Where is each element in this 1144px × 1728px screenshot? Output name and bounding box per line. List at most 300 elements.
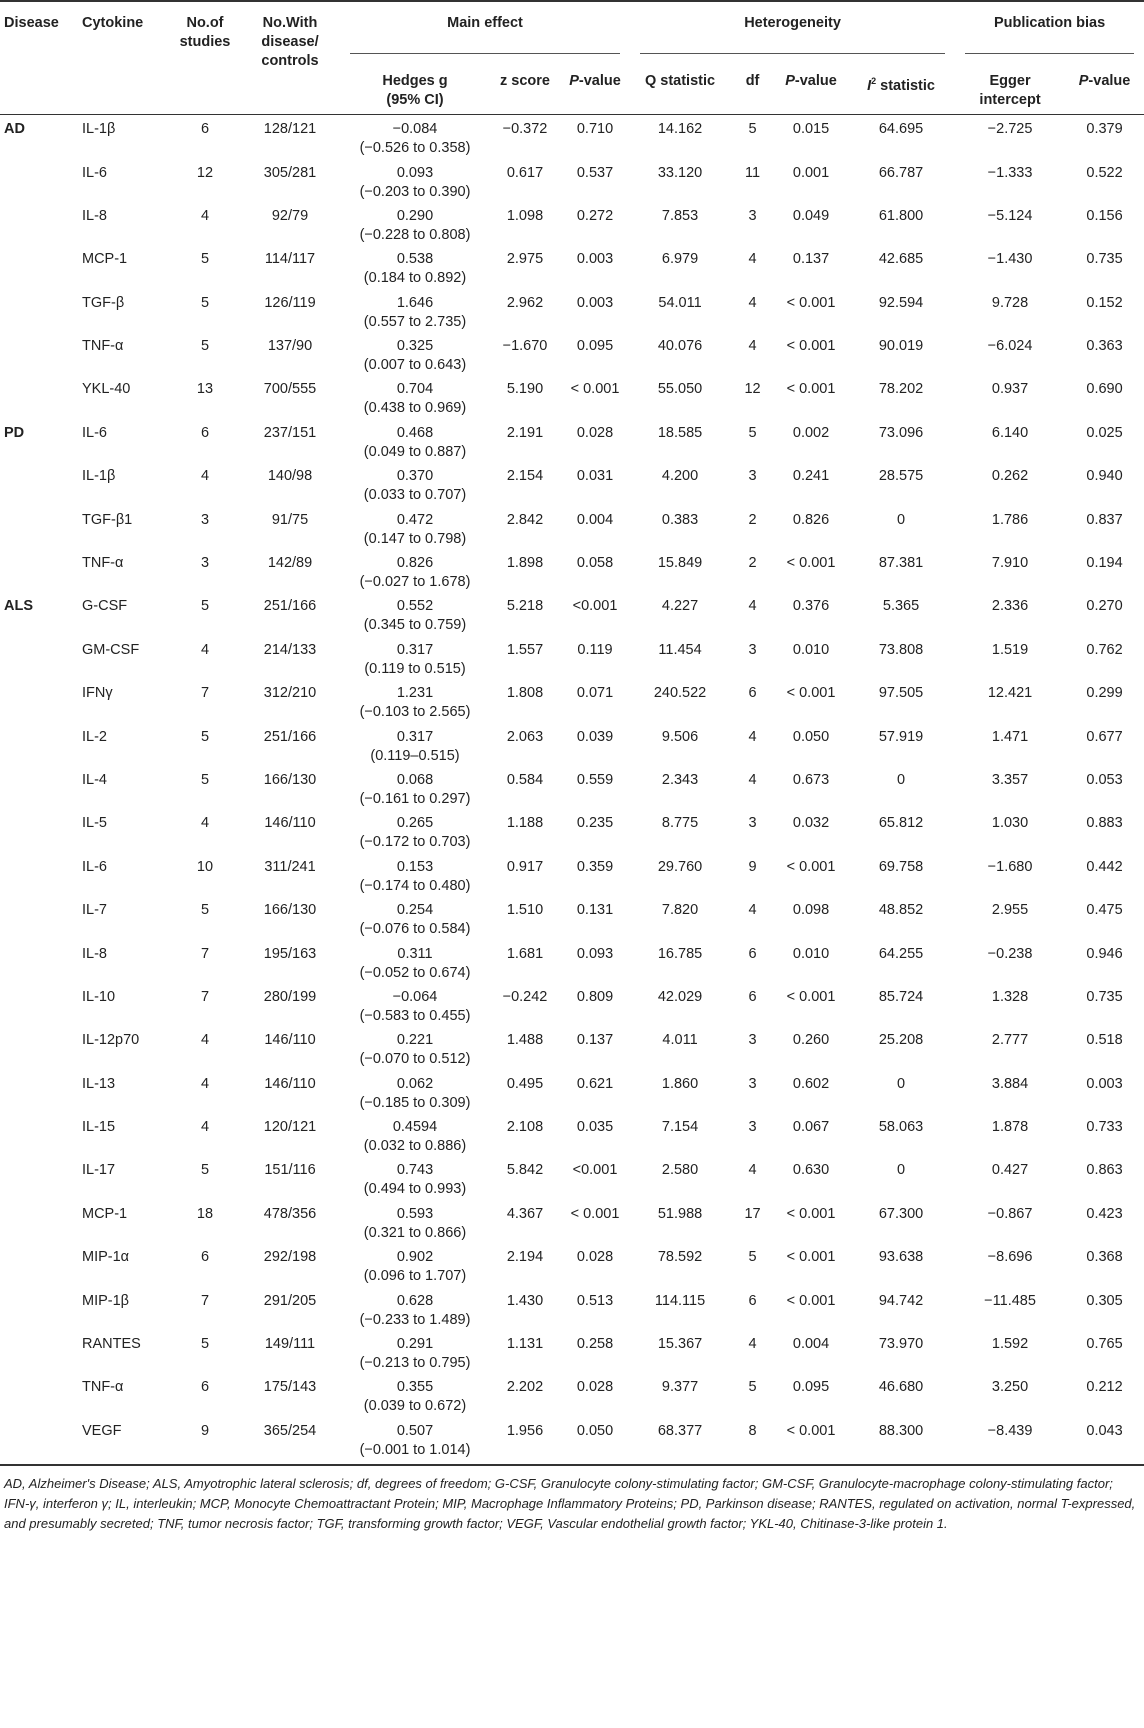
header-egger-intercept: Egger intercept [979, 73, 1041, 108]
table-row [0, 332, 1144, 375]
cell-p-value-main: 0.071 [576, 685, 614, 702]
table-row [0, 1243, 1144, 1286]
table-header [0, 2, 1144, 115]
cell-i2-statistic: 65.812 [878, 815, 924, 832]
hedges-g-ci: (0.096 to 1.707) [363, 1268, 467, 1285]
hedges-g-value: 0.902 [396, 1249, 434, 1266]
table-row [0, 549, 1144, 592]
cell-egger-intercept: 6.140 [991, 424, 1029, 441]
cell-df: 4 [748, 771, 757, 788]
cell-q-statistic: 8.775 [661, 815, 699, 832]
table-row [0, 1156, 1144, 1199]
cell-disease: PD [4, 424, 25, 441]
header-no-with: No.With disease/ controls [261, 15, 319, 69]
cell-q-statistic: 114.115 [654, 1292, 706, 1309]
hedges-g-ci: (0.438 to 0.969) [363, 400, 467, 417]
cell-hedges-g [340, 983, 490, 1026]
cell-no-with: 91/75 [271, 511, 309, 528]
hedges-g-ci: (−0.052 to 0.674) [359, 964, 471, 981]
header-heterogeneity: Heterogeneity [630, 2, 955, 54]
cell-no-with: 126/119 [264, 294, 316, 311]
cell-i2-statistic: 67.300 [878, 1205, 924, 1222]
cell-p-value-main: 0.537 [576, 164, 614, 181]
cell-i2-statistic: 73.096 [878, 424, 924, 441]
cell-cytokine: IL-6 [82, 424, 107, 441]
cell-z-score: 2.191 [506, 424, 544, 441]
cell-egger-intercept: 2.336 [991, 598, 1029, 615]
cell-p-value-main: 0.359 [576, 858, 614, 875]
header-p-value-bias: P-value [1078, 73, 1131, 89]
header-main-effect: Main effect [340, 2, 630, 54]
cell-no-with: 128/121 [263, 121, 317, 137]
cell-p-value-het: < 0.001 [786, 338, 836, 355]
cell-z-score: 1.188 [506, 815, 544, 832]
cell-p-value-main: 0.119 [577, 641, 613, 658]
cell-p-value-bias: 0.475 [1086, 902, 1123, 919]
cell-disease: ALS [4, 598, 33, 615]
cell-disease [0, 289, 70, 332]
cell-cytokine: IL-1β [82, 121, 116, 137]
cell-egger-intercept: −11.485 [984, 1292, 1036, 1309]
cell-p-value-main: 0.258 [576, 1336, 614, 1353]
cell-p-value-bias: 0.212 [1086, 1379, 1123, 1396]
cell-no-studies: 4 [200, 1075, 210, 1092]
cell-p-value-main: 0.058 [576, 555, 614, 572]
hedges-g-value: −0.064 [392, 988, 438, 1005]
cell-no-with: 292/198 [263, 1249, 317, 1266]
cell-disease [0, 896, 70, 939]
cell-no-with: 137/90 [267, 338, 313, 355]
cell-egger-intercept: −5.124 [987, 207, 1033, 224]
hedges-g-ci: (−0.027 to 1.678) [359, 574, 471, 591]
cell-no-studies: 18 [196, 1205, 214, 1222]
table-row [0, 1373, 1144, 1416]
cell-p-value-bias: 0.946 [1086, 945, 1123, 962]
cell-i2-statistic: 0 [897, 1075, 906, 1092]
cell-p-value-bias: 0.735 [1086, 251, 1123, 268]
cell-i2-statistic: 78.202 [878, 381, 924, 398]
cell-p-value-het: < 0.001 [786, 1422, 836, 1439]
cell-df: 4 [748, 598, 757, 615]
cell-no-studies: 4 [200, 468, 210, 485]
header-no-studies: No.of studies [179, 15, 231, 50]
cell-df: 4 [748, 338, 757, 355]
cell-i2-statistic: 25.208 [878, 1032, 924, 1049]
cell-p-value-bias: 0.863 [1086, 1162, 1123, 1179]
cell-z-score: 0.584 [506, 771, 544, 788]
table-body [0, 115, 1144, 1461]
cell-egger-intercept: 1.030 [991, 815, 1029, 832]
cell-p-value-main: 0.031 [576, 468, 614, 485]
cell-disease [0, 766, 70, 809]
table-row [0, 766, 1144, 809]
table-row [0, 723, 1144, 766]
cell-no-with: 700/555 [263, 381, 317, 398]
cell-i2-statistic: 87.381 [878, 555, 924, 572]
hedges-g-ci: (0.119–0.515) [370, 747, 460, 764]
cell-hedges-g [340, 1287, 490, 1330]
cell-q-statistic: 14.162 [657, 121, 703, 137]
table-row [0, 636, 1144, 679]
cell-no-with: 166/130 [263, 902, 317, 919]
cell-no-studies: 4 [200, 641, 210, 658]
cell-i2-statistic: 46.680 [878, 1379, 924, 1396]
cell-i2-statistic: 73.970 [878, 1336, 924, 1353]
cell-disease [0, 549, 70, 592]
cell-hedges-g [340, 375, 490, 418]
cell-p-value-het: 0.630 [792, 1162, 830, 1179]
cell-no-with: 120/121 [263, 1119, 317, 1136]
cell-q-statistic: 68.377 [657, 1422, 703, 1439]
cell-no-studies: 7 [200, 685, 210, 702]
cell-cytokine: TNF-α [82, 555, 124, 572]
cell-i2-statistic: 48.852 [878, 902, 924, 919]
cell-q-statistic: 54.011 [658, 294, 702, 311]
table-row [0, 1200, 1144, 1243]
cell-df: 3 [748, 207, 757, 224]
cell-p-value-het: 0.015 [792, 121, 830, 137]
cell-egger-intercept: −1.680 [987, 858, 1033, 875]
cell-cytokine: VEGF [82, 1422, 122, 1439]
cell-hedges-g [340, 1243, 490, 1286]
cell-q-statistic: 55.050 [657, 381, 703, 398]
cell-p-value-het: 0.098 [792, 902, 830, 919]
cell-hedges-g [340, 506, 490, 549]
cell-hedges-g [340, 245, 490, 288]
cell-p-value-bias: 0.299 [1086, 685, 1123, 702]
header-q-statistic: Q statistic [644, 73, 716, 89]
cell-disease: AD [4, 121, 25, 137]
cell-no-with: 237/151 [263, 424, 317, 441]
cell-i2-statistic: 94.742 [878, 1292, 924, 1309]
table-row [0, 1113, 1144, 1156]
cell-cytokine: IL-8 [82, 945, 107, 962]
header-cytokine: Cytokine [82, 15, 144, 31]
cell-cytokine: IL-17 [82, 1162, 116, 1179]
cell-df: 3 [748, 468, 757, 485]
hedges-g-ci: (−0.203 to 0.390) [359, 183, 471, 200]
cell-p-value-main: 0.093 [576, 945, 614, 962]
cell-no-studies: 5 [200, 598, 210, 615]
cell-z-score: 0.617 [506, 164, 544, 181]
cell-z-score: 1.098 [506, 207, 544, 224]
cell-no-studies: 7 [200, 988, 210, 1005]
cell-p-value-het: < 0.001 [786, 1292, 836, 1309]
cell-q-statistic: 51.988 [657, 1205, 703, 1222]
cell-disease [0, 202, 70, 245]
cell-hedges-g [340, 419, 490, 462]
cell-hedges-g [340, 115, 490, 159]
cell-no-studies: 4 [200, 1119, 210, 1136]
cell-q-statistic: 11.454 [658, 641, 702, 658]
cell-i2-statistic: 90.019 [878, 338, 924, 355]
cell-z-score: 5.218 [506, 598, 544, 615]
cell-egger-intercept: 0.427 [991, 1162, 1029, 1179]
cell-p-value-bias: 0.025 [1086, 424, 1123, 441]
hedges-g-ci: (−0.070 to 0.512) [359, 1051, 471, 1068]
hedges-g-value: 0.290 [396, 207, 434, 224]
cell-p-value-het: < 0.001 [786, 858, 836, 875]
cell-p-value-bias: 0.053 [1086, 771, 1123, 788]
cell-p-value-bias: 0.305 [1086, 1292, 1123, 1309]
cell-disease [0, 1373, 70, 1416]
cell-p-value-main: 0.272 [576, 207, 614, 224]
cell-egger-intercept: 3.884 [991, 1075, 1029, 1092]
cell-p-value-main: 0.028 [576, 1379, 614, 1396]
cell-no-with: 151/116 [264, 1162, 316, 1179]
cell-egger-intercept: 3.250 [991, 1379, 1029, 1396]
cell-p-value-main: 0.028 [576, 424, 614, 441]
hedges-g-value: 0.472 [396, 511, 434, 528]
hedges-g-value: 0.628 [396, 1292, 434, 1309]
cell-p-value-bias: 0.677 [1086, 728, 1123, 745]
cell-p-value-main: 0.559 [576, 771, 614, 788]
cell-z-score: 2.975 [506, 251, 544, 268]
hedges-g-value: 0.507 [396, 1422, 434, 1439]
cell-hedges-g [340, 549, 490, 592]
cell-df: 2 [748, 555, 757, 572]
cell-no-studies: 5 [200, 1162, 210, 1179]
cell-no-with: 478/356 [263, 1205, 317, 1222]
cell-i2-statistic: 64.695 [878, 121, 924, 137]
cell-df: 4 [748, 1162, 757, 1179]
cell-no-studies: 5 [200, 771, 210, 788]
hedges-g-ci: (0.147 to 0.798) [363, 530, 467, 547]
cell-disease [0, 983, 70, 1026]
cell-egger-intercept: 2.955 [991, 902, 1029, 919]
cell-df: 2 [748, 511, 757, 528]
cell-p-value-het: < 0.001 [786, 988, 836, 1005]
hedges-g-value: 0.370 [396, 468, 434, 485]
cell-disease [0, 636, 70, 679]
hedges-g-value: 0.468 [396, 424, 434, 441]
cell-cytokine: G-CSF [82, 598, 128, 615]
cell-i2-statistic: 61.800 [878, 207, 924, 224]
table-row [0, 679, 1144, 722]
table-row [0, 159, 1144, 202]
cell-disease [0, 853, 70, 896]
cell-p-value-main: 0.137 [576, 1032, 614, 1049]
cell-z-score: 1.808 [506, 685, 544, 702]
cell-no-with: 146/110 [264, 1032, 316, 1049]
hedges-g-ci: (0.033 to 0.707) [363, 487, 467, 504]
cell-no-with: 214/133 [263, 641, 317, 658]
cell-i2-statistic: 42.685 [878, 251, 924, 268]
cell-cytokine: MCP-1 [82, 1205, 128, 1222]
cell-cytokine: MIP-1α [82, 1249, 130, 1266]
cell-egger-intercept: 9.728 [991, 294, 1029, 311]
cell-cytokine: IFNγ [82, 685, 113, 702]
cell-disease [0, 940, 70, 983]
cell-hedges-g [340, 1113, 490, 1156]
cell-hedges-g [340, 1330, 490, 1373]
cell-no-with: 146/110 [264, 815, 316, 832]
cell-df: 12 [744, 381, 761, 398]
cell-i2-statistic: 85.724 [878, 988, 924, 1005]
cell-disease [0, 679, 70, 722]
cell-cytokine: RANTES [82, 1336, 141, 1353]
cell-z-score: 4.367 [506, 1205, 544, 1222]
cell-q-statistic: 29.760 [657, 858, 703, 875]
cell-z-score: 1.898 [506, 555, 544, 572]
table-row [0, 245, 1144, 288]
cell-p-value-het: < 0.001 [786, 1249, 836, 1266]
cell-i2-statistic: 5.365 [882, 598, 920, 615]
cell-hedges-g [340, 1373, 490, 1416]
cell-cytokine: TGF-β1 [82, 511, 133, 528]
cell-df: 6 [748, 988, 757, 1005]
cell-no-studies: 10 [196, 858, 214, 875]
cell-q-statistic: 18.585 [657, 424, 703, 441]
cell-hedges-g [340, 896, 490, 939]
hedges-g-value: 0.265 [396, 815, 434, 832]
cell-i2-statistic: 64.255 [878, 945, 924, 962]
cell-egger-intercept: −2.725 [987, 121, 1033, 137]
cell-p-value-bias: 0.003 [1086, 1075, 1123, 1092]
cell-p-value-het: 0.067 [792, 1119, 830, 1136]
cell-p-value-het: 0.376 [792, 598, 830, 615]
hedges-g-value: 0.317 [396, 728, 434, 745]
header-z-score: z score [500, 73, 550, 89]
cell-i2-statistic: 0 [897, 1162, 906, 1179]
cell-disease [0, 159, 70, 202]
table-row [0, 1330, 1144, 1373]
cell-p-value-het: 0.002 [792, 424, 830, 441]
table-row [0, 809, 1144, 852]
cell-z-score: 2.154 [506, 468, 544, 485]
table-footnote: AD, Alzheimer's Disease; ALS, Amyotrophic lateral sclerosis; df, degrees of freedom; G-CSF, Granulocyte colony-stimulating factor; GM-CSF, Granulocyte-macrophage colony-stimulating factor; IFN-γ, interferon γ; IL, interleukin; MCP, Monocyte Chemoattractant Protein; MIP, Macrophage Inflammatory Proteins; PD, Parkinson disease; RANTES, regulated on activation, normal T-expressed, and presumably secreted; TNF, tumor necrosis factor; TGF, transforming growth factor; VEGF, Vascular endothelial growth factor; YKL-40, Chitinase-3-like protein 1. [4, 1475, 1136, 1531]
cell-q-statistic: 7.820 [661, 902, 699, 919]
cell-q-statistic: 7.154 [661, 1119, 699, 1136]
cell-no-with: 149/111 [264, 1336, 316, 1353]
cell-p-value-bias: 0.194 [1086, 555, 1123, 572]
cell-hedges-g [340, 202, 490, 245]
cell-hedges-g [340, 1417, 490, 1460]
cell-p-value-het: 0.001 [792, 164, 830, 181]
cell-p-value-main: 0.003 [576, 251, 614, 268]
cell-cytokine: IL-13 [82, 1075, 116, 1092]
cell-i2-statistic: 93.638 [878, 1249, 924, 1266]
table-row [0, 289, 1144, 332]
cell-hedges-g [340, 1070, 490, 1113]
cell-no-studies: 3 [200, 555, 210, 572]
cell-no-with: 92/79 [271, 207, 309, 224]
hedges-g-ci: (0.119 to 0.515) [364, 660, 466, 677]
cell-q-statistic: 2.343 [661, 771, 699, 788]
cell-hedges-g [340, 940, 490, 983]
cell-egger-intercept: 1.878 [991, 1119, 1029, 1136]
cell-z-score: 1.430 [506, 1292, 544, 1309]
cell-no-with: 140/98 [267, 468, 313, 485]
cell-no-studies: 9 [200, 1422, 210, 1439]
table-row [0, 896, 1144, 939]
cell-hedges-g [340, 636, 490, 679]
cell-disease [0, 1287, 70, 1330]
cell-q-statistic: 240.522 [653, 685, 707, 702]
cell-egger-intercept: −0.867 [987, 1205, 1033, 1222]
cell-z-score: 1.510 [506, 902, 544, 919]
cell-egger-intercept: 3.357 [991, 771, 1029, 788]
cell-hedges-g [340, 1156, 490, 1199]
cell-egger-intercept: 2.777 [991, 1032, 1029, 1049]
hedges-g-ci: (−0.185 to 0.309) [359, 1094, 471, 1111]
table-row [0, 940, 1144, 983]
header-p-value-main: P-value [569, 73, 621, 89]
cell-hedges-g [340, 679, 490, 722]
hedges-g-value: 0.062 [396, 1075, 434, 1092]
cell-p-value-het: < 0.001 [786, 555, 836, 572]
cell-egger-intercept: 12.421 [987, 685, 1033, 702]
hedges-g-value: 0.325 [396, 338, 434, 355]
cell-egger-intercept: 1.519 [991, 641, 1029, 658]
cell-no-with: 146/110 [264, 1075, 316, 1092]
cell-z-score: 5.190 [506, 381, 544, 398]
cell-p-value-bias: 0.152 [1086, 294, 1123, 311]
cell-df: 6 [748, 945, 757, 962]
cell-no-with: 114/117 [264, 251, 316, 268]
cell-i2-statistic: 28.575 [878, 468, 924, 485]
cell-no-studies: 7 [200, 1292, 210, 1309]
cell-cytokine: IL-7 [82, 902, 107, 919]
cell-q-statistic: 16.785 [657, 945, 703, 962]
cell-disease [0, 1026, 70, 1069]
hedges-g-value: 0.355 [396, 1379, 434, 1396]
cell-q-statistic: 4.200 [661, 468, 699, 485]
cell-no-studies: 5 [200, 294, 210, 311]
cell-disease [0, 1243, 70, 1286]
cell-p-value-bias: 0.043 [1086, 1422, 1123, 1439]
cell-df: 11 [745, 164, 761, 181]
hedges-g-value: 0.254 [396, 902, 434, 919]
cell-hedges-g [340, 332, 490, 375]
cell-cytokine: TNF-α [82, 338, 124, 355]
cell-cytokine: MCP-1 [82, 251, 128, 268]
cell-p-value-main: 0.809 [576, 988, 614, 1005]
cell-hedges-g [340, 462, 490, 505]
cell-disease [0, 1070, 70, 1113]
cell-df: 17 [744, 1205, 761, 1222]
cell-z-score: 1.956 [506, 1422, 544, 1439]
cell-z-score: 2.108 [506, 1119, 544, 1136]
cell-df: 3 [748, 1075, 757, 1092]
cell-cytokine: IL-1β [82, 468, 116, 485]
table-row [0, 853, 1144, 896]
hedges-g-ci: (−0.172 to 0.703) [359, 834, 471, 851]
cell-p-value-het: 0.010 [792, 945, 830, 962]
cell-no-studies: 6 [200, 424, 210, 441]
cell-q-statistic: 4.011 [662, 1032, 698, 1049]
cell-cytokine: IL-6 [82, 858, 107, 875]
cell-q-statistic: 15.849 [657, 555, 703, 572]
hedges-g-value: 0.221 [396, 1032, 434, 1049]
cell-cytokine: IL-2 [82, 728, 107, 745]
cell-df: 6 [748, 1292, 757, 1309]
hedges-g-ci: (0.321 to 0.866) [363, 1224, 467, 1241]
cell-q-statistic: 7.853 [661, 207, 699, 224]
hedges-g-ci: (−0.174 to 0.480) [359, 877, 471, 894]
cell-p-value-het: < 0.001 [786, 685, 836, 702]
cell-egger-intercept: −8.439 [987, 1422, 1033, 1439]
cell-df: 4 [748, 902, 757, 919]
cell-df: 4 [748, 728, 757, 745]
cell-disease [0, 1200, 70, 1243]
cell-p-value-main: 0.513 [576, 1292, 614, 1309]
cell-hedges-g [340, 766, 490, 809]
cell-egger-intercept: −1.430 [987, 251, 1033, 268]
cell-q-statistic: 40.076 [657, 338, 703, 355]
cell-z-score: 1.557 [506, 641, 544, 658]
cell-p-value-main: <0.001 [572, 598, 618, 615]
